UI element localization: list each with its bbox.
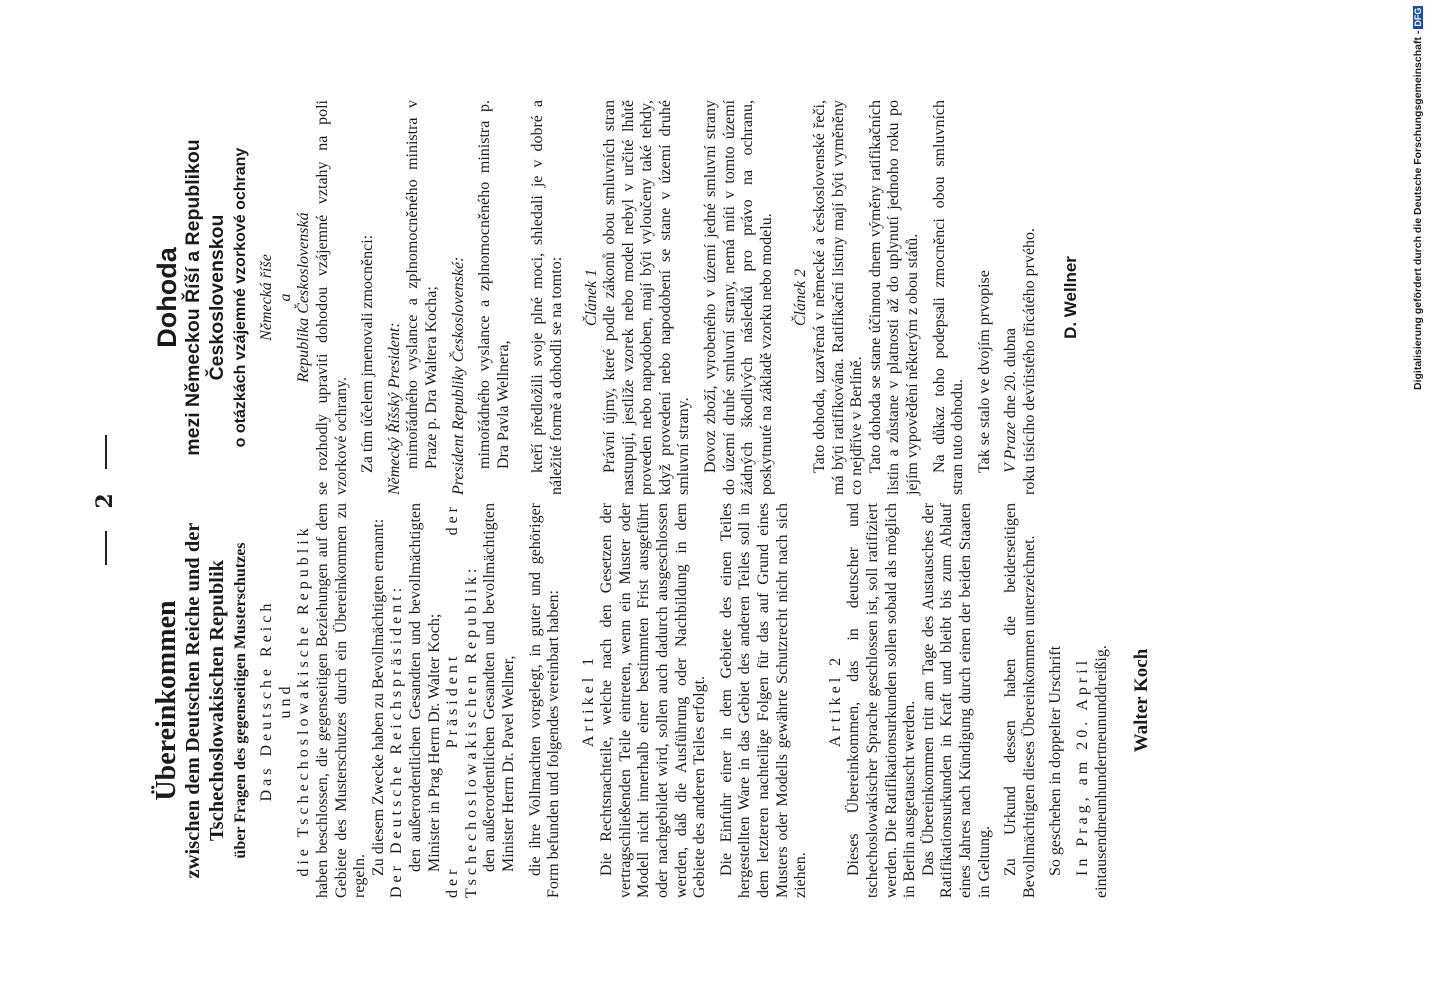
dash-left — [105, 531, 107, 565]
dash-right — [105, 435, 107, 469]
credit-text: Digitalisierung gefördert durch die Deutsche Forschungsgemeinschaft - — [1412, 30, 1424, 390]
czech-year: roku tisícího devítistého třicátého prvého. — [1020, 227, 1038, 495]
czech-signature: D. Wellner — [1060, 256, 1080, 339]
german-year: eintausendneunhundertneununddreißig. — [1092, 645, 1110, 898]
german-preamble: haben beschlossen, die gegenseitigen Beziehungen auf dem Gebiete des Musterschutzes durch ein Übereinkommen zu regeln. — [313, 503, 369, 898]
czech-art-2-heading: Článek 2 — [792, 268, 810, 327]
german-rep-2-title: der Präsident der Tschechoslowakischen Republik: — [444, 503, 480, 898]
german-subtitle-1: zwischen dem Deutschen Reiche und der — [181, 522, 204, 879]
german-art-2-heading: Artikel 2 — [826, 653, 844, 748]
german-art-1-p2: Die Einfuhr einer in dem Gebiete des einen Teiles hergestellten Ware in das Gebiet des anderen Teiles soll in dem letzteren nachteilige Folgen für das auf Grund eines Musters oder Modells gewährte Schutzrecht nicht nach sich ziehen. — [717, 503, 810, 898]
czech-appoint: Za tím účelem jmenovali zmocněnci: — [359, 234, 377, 473]
czech-subtitle-1: mezi Německou Říší a Republikou — [181, 139, 204, 456]
german-art-1-heading: Artikel 1 — [579, 653, 597, 748]
german-art-2-p2: Das Übereinkommen tritt am Tage des Austausches der Ratifikationsurkunden in Kraft und bleibt bis zum Ablauf eines Jahres nach Kündigung durch einen der beiden Staaten in Geltung. — [919, 503, 993, 898]
czech-party-1: Německá říše — [258, 254, 276, 341]
czech-party-2: Republika Československá — [295, 212, 313, 383]
czech-und: a — [276, 293, 294, 302]
czech-rep-2-text: mimořádného vyslance a zplnomocněného ministra p. Dra Pavla Wellnera, — [476, 100, 512, 469]
german-signature: Walter Koch — [1131, 648, 1153, 753]
czech-art-1-heading: Článek 1 — [582, 268, 600, 327]
czech-column — [152, 100, 1080, 495]
german-subtitle-2: Tschechoslowakischen Republik — [205, 559, 228, 842]
czech-rep-1-text: mimořádného vyslance a zplnomocněného ministra v Praze p. Dra Waltera Kocha; — [404, 100, 440, 469]
german-witness: Zu Urkund dessen haben die beiderseitigen Bevollmächtigten dieses Übereinkommen unterzeichnet. — [1002, 503, 1038, 898]
german-party-1: Das Deutsche Reich — [258, 599, 276, 802]
german-powers: die ihre Vollmachten vorgelegt, in guter und gehöriger Form befunden und folgendes vereinbart haben: — [526, 503, 563, 898]
german-done: So geschehen in doppelter Urschrift — [1047, 645, 1065, 876]
czech-subtitle-3: o otázkách vzájemné vzorkové ochrany — [231, 147, 249, 448]
german-subtitle-3: über Fragen des gegenseitigen Musterschutzes — [231, 542, 249, 859]
czech-subtitle-2: Československou — [205, 214, 228, 381]
czech-art-2-p2: Tato dohoda se stane účinnou dnem výměny ratifikačních listin a zůstane v platnosti až do uplynutí jednoho roku po jejím vypovědění některým z obou států. — [866, 100, 921, 495]
czech-done: Tak se stalo ve dvojím prvopise — [975, 270, 993, 473]
czech-art-1-p2: Dovoz zboží, vyrobeného v území jedné smluvní strany do území druhé smluvní strany, nemá míti v tomto území žádných škodlivých následků pro právo na ochranu, poskytnuté na základě vzorku nebo modelu. — [702, 100, 775, 495]
czech-rep-1-title: Německý Říšský President: — [385, 322, 403, 495]
german-party-2: die Tschechoslowakische Republik — [295, 524, 313, 877]
german-art-2-p1: Dieses Übereinkommen, das in deutscher und tschechoslowakischer Sprache geschlossen ist, soll ratifiziert werden. Die Ratifikationsurkunden sollen sobald als möglich in Berlin ausgetauscht werden. — [845, 503, 919, 898]
german-rep-1-title: Der Deutsche Reichspräsident: — [388, 583, 406, 898]
czech-witness: Na důkaz toho podepsali zmocněnci obou smluvních stran tuto dohodu. — [930, 100, 967, 495]
german-und: und — [276, 682, 294, 719]
czech-art-2-p1: Tato dohoda, uzavřená v německé a československé řeči, má býti ratifikována. Ratifikační listiny mají býti vyměněny co nejdříve v Berlíně. — [811, 100, 866, 495]
czech-place: V Praze — [1002, 422, 1020, 473]
german-column — [151, 503, 1153, 898]
german-place-date: In Prag, am 20. April — [1073, 656, 1091, 876]
czech-title: Dohoda — [152, 247, 182, 348]
german-rep-1-text: den außerordentlichen Gesandten und bevollmächtigten Minister in Prag Herrn Dr. Walter Koch; — [406, 503, 443, 872]
czech-art-1-p1: Právní újmy, které podle zákonů obou smluvních stran nastupují, jestliže vzorek nebo model nebyl v určité lhůtě proveden nebo napodoben, mají býti vyloučeny také tehdy, když provedení nebo napodobení se stane v území druhé smluvní strany. — [601, 100, 693, 495]
czech-date: dne 20. dubna — [1002, 327, 1020, 423]
german-appoint: Zu diesem Zwecke haben zu Bevollmächtigten ernannt: — [369, 518, 387, 876]
dfg-logo: DFG — [1413, 7, 1423, 27]
czech-rep-2-title: President Republiky Československé: — [449, 256, 467, 495]
czech-powers: kteří předložili svoje plné moci, shledali je v dobré a náležité formě a dohodli se na tomto: — [529, 100, 565, 495]
page-number: 2 — [92, 0, 118, 1000]
german-title: Übereinkommen — [151, 600, 182, 801]
german-rep-2-text: den außerordentlichen Gesandten und bevollmächtigten Minister Herrn Dr. Pavel Wellner, — [481, 503, 517, 872]
czech-place-date — [1002, 100, 1021, 495]
german-art-1-p1: Die Rechtsnachteile, welche nach den Gesetzen der vertragschließenden Teile eintreten, wenn ein Muster oder Modell nicht innerhalb einer bestimmten Frist ausgeführt oder nachgebildet wird, sollen auch dadurch ausgeschlossen werden, daß die Ausführung oder Nachbildung in dem Gebiete des anderen Teiles erfolgt. — [598, 503, 709, 898]
digitization-credit — [1412, 0, 1424, 1000]
czech-preamble: se rozhodly upraviti dohodou vzájemné vztahy na poli vzorkové ochrany. — [313, 100, 350, 495]
